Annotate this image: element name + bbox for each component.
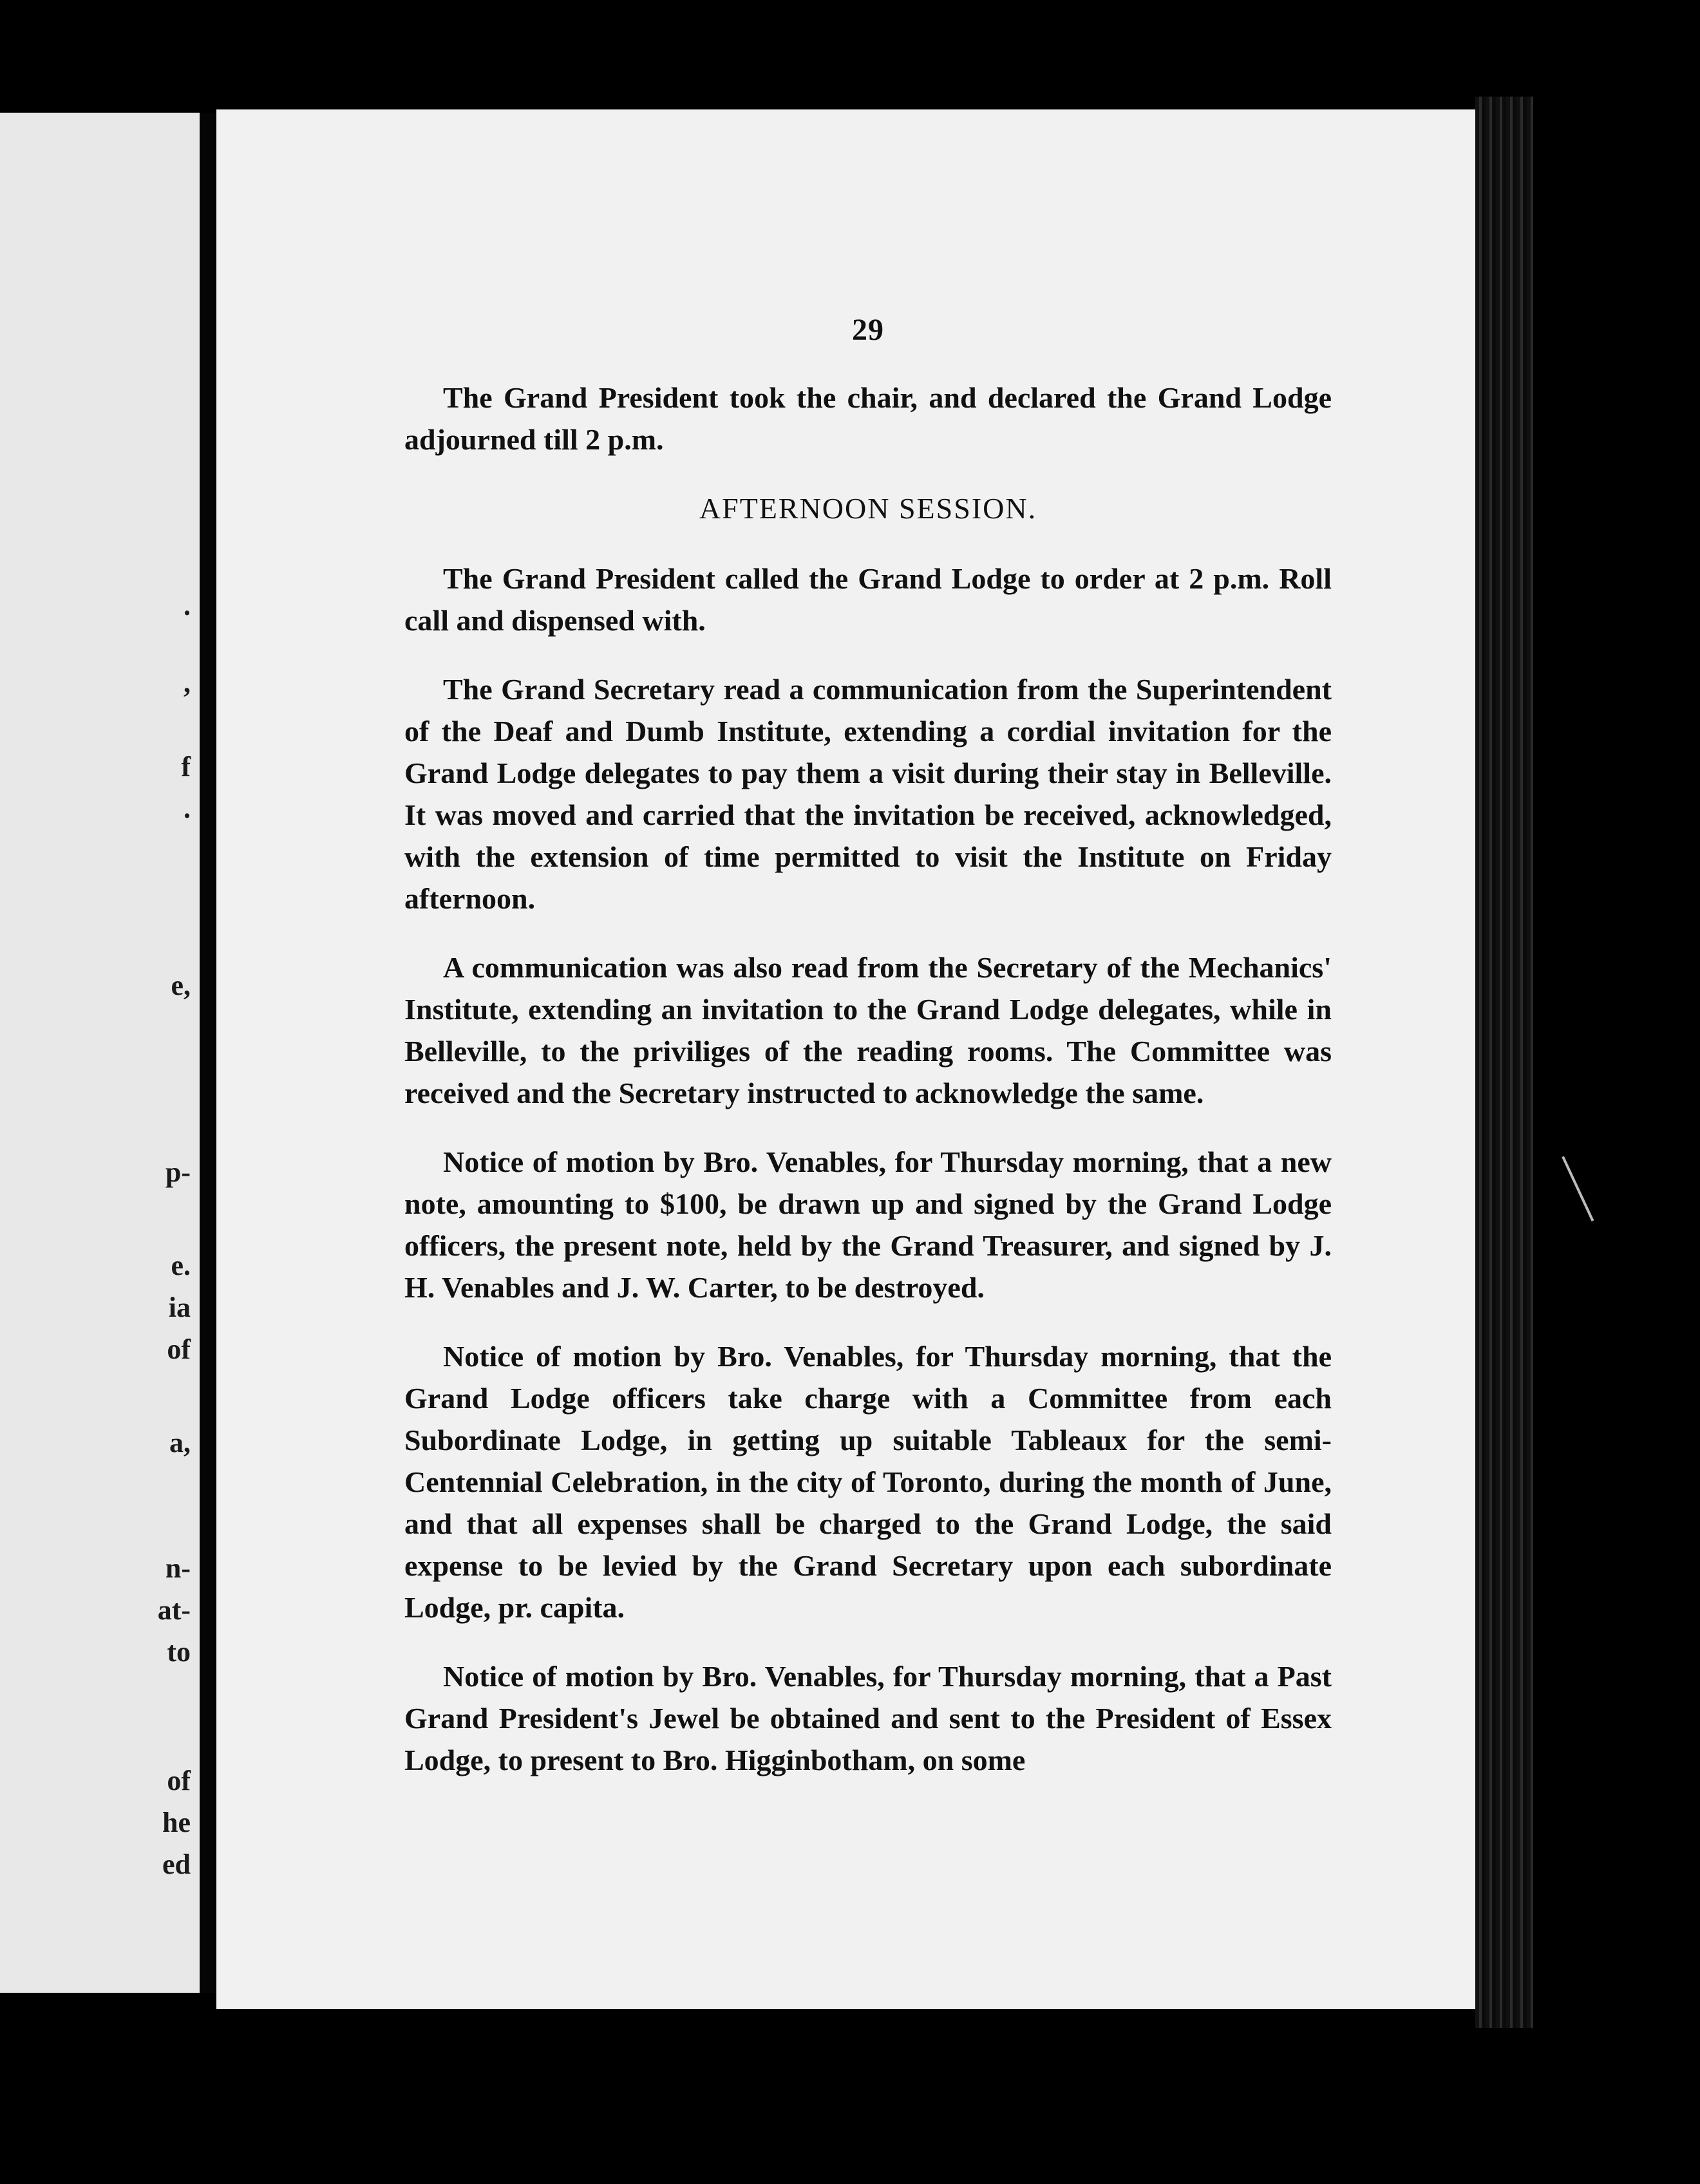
margin-fragment: of: [167, 1765, 191, 1796]
margin-fragment: e,: [171, 970, 191, 1001]
margin-fragment: p-: [165, 1156, 191, 1188]
margin-fragment: to: [167, 1636, 191, 1668]
margin-fragment: a,: [169, 1427, 191, 1458]
margin-fragment: ed: [162, 1849, 191, 1880]
section-heading: AFTERNOON SESSION.: [699, 492, 1037, 525]
edge-mark: [1562, 1154, 1598, 1221]
book-gutter: [200, 113, 216, 1993]
facing-page: [0, 113, 200, 1993]
paragraph-mechanics-institute: A communication was also read from the Secretary of the Mechanics' Institute, extending an invitation to the Grand Lodge delegates, while in Belleville, to the priviliges of the reading rooms. The Committee was received and the Secretary instructed to acknowledge the same.: [404, 951, 1332, 1109]
paragraph-adjourned: The Grand President took the chair, and declared the Grand Lodge adjourned till 2 p.m.: [404, 381, 1332, 456]
paragraph-motion-tableaux: Notice of motion by Bro. Venables, for Thursday morning, that the Grand Lodge officers take charge with a Committee from each Subordinate Lodge, in getting up suitable Tableaux for the semi-Centennial Celebration, in the city of Toronto, during the month of June, and that all expenses shall be charged to the Grand Lodge, the said expense to be levied by the Grand Secretary upon each subordinate Lodge, pr. capita.: [404, 1340, 1332, 1624]
paragraph-called-to-order: The Grand President called the Grand Lodge to order at 2 p.m. Roll call and dispensed with.: [404, 562, 1332, 637]
paragraph-deaf-dumb-institute: The Grand Secretary read a communication from the Superintendent of the Deaf and Dumb Institute, extending a cordial invitation for the Grand Lodge delegates to pay them a visit during their stay in Belleville. It was moved and carried that the invitation be received, acknowledged, with the extension of time permitted to visit the Institute on Friday afternoon.: [404, 673, 1332, 915]
margin-fragment: at-: [157, 1594, 191, 1626]
margin-fragment: e.: [171, 1250, 191, 1281]
page-number: 29: [852, 313, 884, 347]
margin-fragment: .: [184, 590, 191, 621]
margin-fragment: .: [184, 793, 191, 824]
margin-fragment: of: [167, 1333, 191, 1365]
page-edges: [1475, 97, 1533, 2028]
page-text: [404, 309, 1332, 1808]
margin-fragment: ,: [184, 667, 191, 699]
margin-fragment: n-: [165, 1552, 191, 1584]
margin-fragment: he: [162, 1807, 191, 1838]
paragraph-motion-note: Notice of motion by Bro. Venables, for Thursday morning, that a new note, amounting to $100, be drawn up and signed by the Grand Lodge officers, the present note, held by the Grand Treasurer, and signed by J. H. Venables and J. W. Carter, to be destroyed.: [404, 1145, 1332, 1304]
margin-fragment: ia: [168, 1292, 191, 1323]
margin-fragment: f: [181, 751, 191, 782]
paragraph-motion-jewel: Notice of motion by Bro. Venables, for Thursday morning, that a Past Grand President's Jewel be obtained and sent to the President of Essex Lodge, to present to Bro. Higginbotham, on some: [404, 1660, 1332, 1776]
